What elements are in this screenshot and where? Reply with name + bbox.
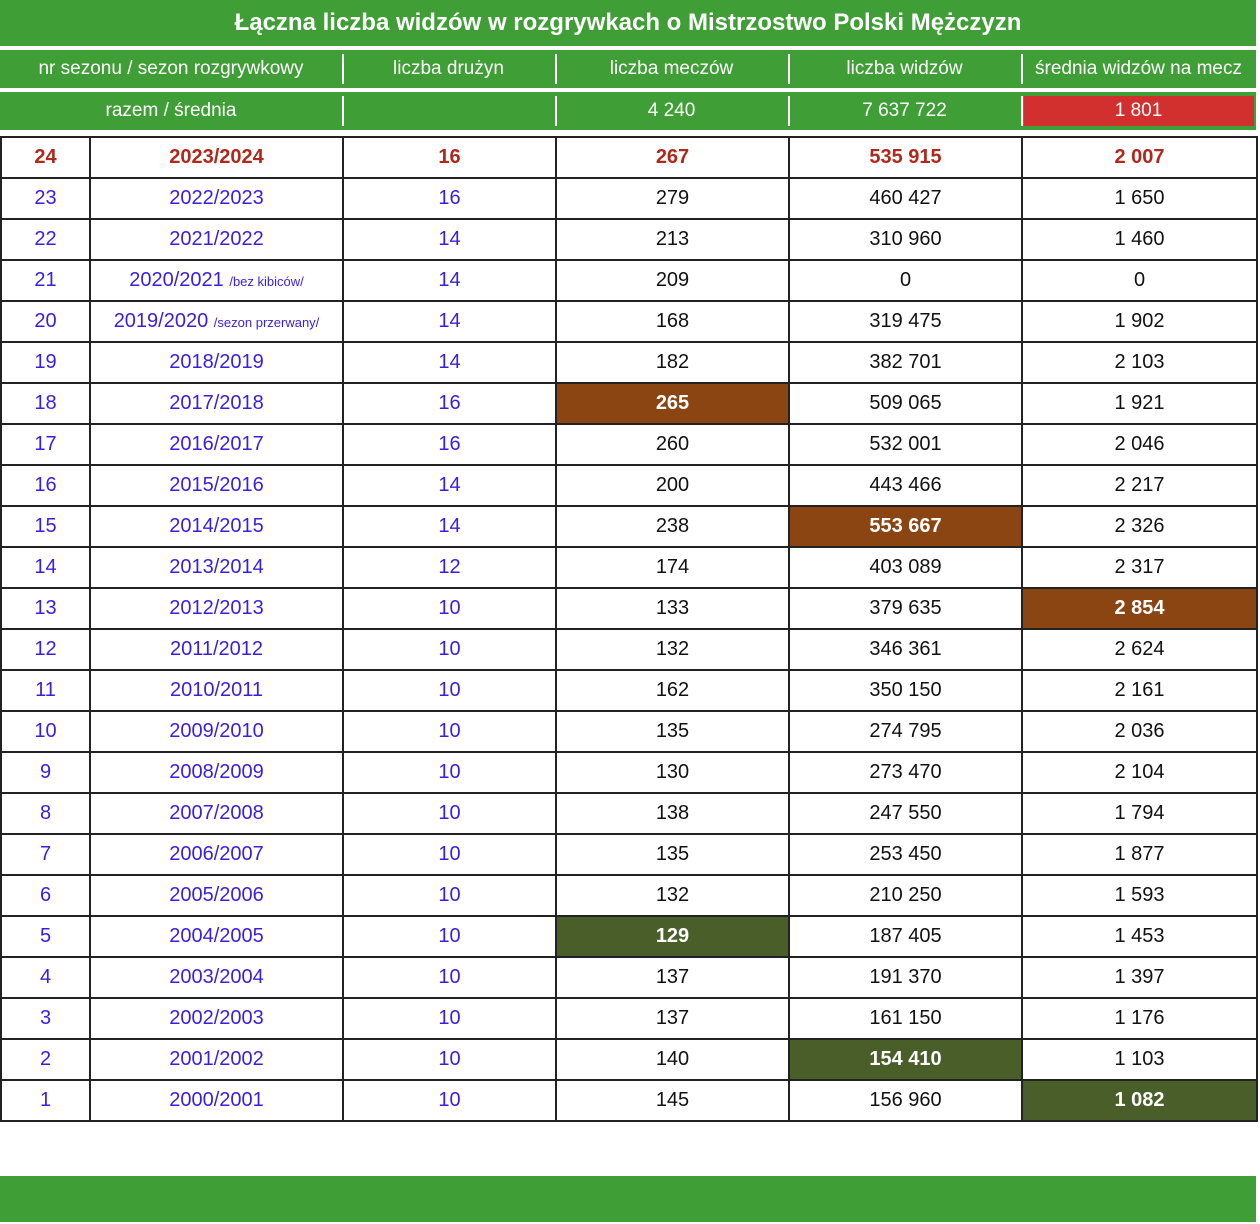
season-cell: [90, 834, 343, 875]
viewers-cell: 191 370: [789, 957, 1022, 998]
totals-average-badge: 1 801: [1024, 96, 1254, 126]
viewers-cell: 273 470: [789, 752, 1022, 793]
viewers-cell: 187 405: [789, 916, 1022, 957]
viewers-cell: 319 475: [789, 301, 1022, 342]
viewers-cell: 154 410: [789, 1039, 1022, 1080]
teams-cell: 10: [343, 916, 556, 957]
average-cell: 1 397: [1022, 957, 1257, 998]
season-cell: [90, 424, 343, 465]
viewers-cell: 460 427: [789, 178, 1022, 219]
column-header-matches: liczba meczów: [555, 50, 788, 88]
season-label: 2014/2015: [169, 515, 264, 537]
matches-cell: 168: [556, 301, 789, 342]
season-cell: [90, 547, 343, 588]
viewers-cell: 346 361: [789, 629, 1022, 670]
table-row: [1, 834, 1257, 875]
viewers-cell: 443 466: [789, 465, 1022, 506]
matches-cell: 135: [556, 711, 789, 752]
season-cell: [90, 342, 343, 383]
season-label: 2004/2005: [169, 925, 264, 947]
season-cell: [90, 711, 343, 752]
matches-cell: 209: [556, 260, 789, 301]
teams-cell: 10: [343, 588, 556, 629]
matches-cell: 174: [556, 547, 789, 588]
matches-cell: 133: [556, 588, 789, 629]
season-number-cell: 2: [1, 1039, 90, 1080]
table-row: [1, 588, 1257, 629]
average-cell: 1 176: [1022, 998, 1257, 1039]
totals-average-cell: [1021, 92, 1256, 130]
table-row: [1, 219, 1257, 260]
table-row: [1, 465, 1257, 506]
season-cell: [90, 998, 343, 1039]
average-cell: 1 794: [1022, 793, 1257, 834]
season-number-cell: 15: [1, 506, 90, 547]
viewers-cell: 274 795: [789, 711, 1022, 752]
matches-cell: 132: [556, 629, 789, 670]
season-label: 2012/2013: [169, 597, 264, 619]
average-cell: 2 217: [1022, 465, 1257, 506]
season-label: 2016/2017: [169, 433, 264, 455]
matches-cell: 129: [556, 916, 789, 957]
teams-cell: 10: [343, 629, 556, 670]
season-cell: [90, 301, 343, 342]
season-label: 2010/2011: [169, 679, 264, 701]
season-note: /sezon przerwany/: [213, 315, 320, 330]
season-label: 2001/2002: [169, 1048, 264, 1070]
average-cell: 1 593: [1022, 875, 1257, 916]
matches-cell: 238: [556, 506, 789, 547]
season-label: 2002/2003: [169, 1007, 264, 1029]
season-cell: [90, 588, 343, 629]
table-row: [1, 998, 1257, 1039]
column-header-viewers: liczba widzów: [788, 50, 1021, 88]
season-cell: [90, 506, 343, 547]
teams-cell: 10: [343, 834, 556, 875]
matches-cell: 162: [556, 670, 789, 711]
table-row: [1, 957, 1257, 998]
teams-cell: 16: [343, 424, 556, 465]
teams-cell: 14: [343, 260, 556, 301]
table-row: [1, 137, 1257, 178]
season-cell: [90, 629, 343, 670]
season-number-cell: 22: [1, 219, 90, 260]
matches-cell: 200: [556, 465, 789, 506]
viewers-cell: 535 915: [789, 137, 1022, 178]
table-row: [1, 178, 1257, 219]
average-cell: 2 624: [1022, 629, 1257, 670]
matches-cell: 260: [556, 424, 789, 465]
table-row: [1, 629, 1257, 670]
matches-cell: 279: [556, 178, 789, 219]
average-cell: 1 921: [1022, 383, 1257, 424]
matches-cell: 137: [556, 957, 789, 998]
totals-row: [0, 92, 1256, 130]
teams-cell: 14: [343, 342, 556, 383]
teams-cell: 16: [343, 178, 556, 219]
viewers-cell: 156 960: [789, 1080, 1022, 1121]
teams-cell: 10: [343, 1039, 556, 1080]
teams-cell: 16: [343, 137, 556, 178]
season-label: 2022/2023: [169, 187, 264, 209]
viewers-cell: 379 635: [789, 588, 1022, 629]
totals-teams: [342, 92, 555, 130]
matches-cell: 182: [556, 342, 789, 383]
viewers-cell: 253 450: [789, 834, 1022, 875]
season-cell: [90, 916, 343, 957]
table-row: [1, 711, 1257, 752]
table-row: [1, 301, 1257, 342]
season-label: 2011/2012: [169, 638, 264, 660]
table-row: [1, 670, 1257, 711]
season-label: 2008/2009: [169, 761, 264, 783]
matches-cell: 135: [556, 834, 789, 875]
seasons-table-body: [1, 137, 1257, 1121]
season-number-cell: 6: [1, 875, 90, 916]
season-number-cell: 11: [1, 670, 90, 711]
season-cell: [90, 178, 343, 219]
table-row: [1, 793, 1257, 834]
season-number-cell: 18: [1, 383, 90, 424]
totals-viewers: 7 637 722: [788, 92, 1021, 130]
matches-cell: 138: [556, 793, 789, 834]
season-label: 2013/2014: [169, 556, 264, 578]
teams-cell: 10: [343, 711, 556, 752]
season-number-cell: 20: [1, 301, 90, 342]
season-number-cell: 19: [1, 342, 90, 383]
season-number-cell: 24: [1, 137, 90, 178]
table-row: [1, 875, 1257, 916]
season-number-cell: 4: [1, 957, 90, 998]
column-header-teams: liczba drużyn: [342, 50, 555, 88]
season-cell: [90, 1080, 343, 1121]
matches-cell: 145: [556, 1080, 789, 1121]
season-number-cell: 10: [1, 711, 90, 752]
average-cell: 2 007: [1022, 137, 1257, 178]
totals-label: razem / średnia: [105, 100, 237, 121]
season-cell: [90, 793, 343, 834]
average-cell: 2 046: [1022, 424, 1257, 465]
season-cell: [90, 875, 343, 916]
season-cell: [90, 137, 343, 178]
table-row: [1, 1039, 1257, 1080]
table-row: [1, 547, 1257, 588]
viewers-cell: 509 065: [789, 383, 1022, 424]
season-cell: [90, 465, 343, 506]
viewers-cell: 532 001: [789, 424, 1022, 465]
season-label: 2017/2018: [169, 392, 264, 414]
table-row: [1, 1080, 1257, 1121]
teams-cell: 16: [343, 383, 556, 424]
viewers-cell: 553 667: [789, 506, 1022, 547]
season-note: /bez kibiców/: [229, 274, 304, 289]
season-label: 2000/2001: [169, 1089, 264, 1111]
season-number-cell: 14: [1, 547, 90, 588]
season-cell: [90, 1039, 343, 1080]
season-number-cell: 13: [1, 588, 90, 629]
season-number-cell: 16: [1, 465, 90, 506]
matches-cell: 213: [556, 219, 789, 260]
teams-cell: 10: [343, 875, 556, 916]
season-number-cell: 1: [1, 1080, 90, 1121]
teams-cell: 10: [343, 752, 556, 793]
average-cell: 2 104: [1022, 752, 1257, 793]
season-cell: [90, 670, 343, 711]
matches-cell: 265: [556, 383, 789, 424]
column-header-average: średnia widzów na mecz: [1021, 50, 1256, 88]
season-number-cell: 21: [1, 260, 90, 301]
season-number-cell: 7: [1, 834, 90, 875]
viewers-cell: 247 550: [789, 793, 1022, 834]
season-label: 2009/2010: [169, 720, 264, 742]
matches-cell: 137: [556, 998, 789, 1039]
season-number-cell: 17: [1, 424, 90, 465]
season-label: 2006/2007: [169, 843, 264, 865]
column-header-row: [0, 50, 1256, 88]
season-label: 2015/2016: [169, 474, 264, 496]
season-cell: [90, 752, 343, 793]
table-row: [1, 424, 1257, 465]
season-number-cell: 9: [1, 752, 90, 793]
table-title: Łączna liczba widzów w rozgrywkach o Mistrzostwo Polski Mężczyzn: [0, 0, 1256, 46]
teams-cell: 14: [343, 301, 556, 342]
teams-cell: 14: [343, 465, 556, 506]
season-label: 2020/2021: [129, 269, 224, 291]
season-number-cell: 23: [1, 178, 90, 219]
teams-cell: 10: [343, 998, 556, 1039]
seasons-table: [0, 136, 1258, 1122]
table-row: [1, 260, 1257, 301]
average-cell: 1 082: [1022, 1080, 1257, 1121]
average-cell: 2 854: [1022, 588, 1257, 629]
average-cell: 1 103: [1022, 1039, 1257, 1080]
average-cell: 2 317: [1022, 547, 1257, 588]
viewers-cell: 382 701: [789, 342, 1022, 383]
table-row: [1, 383, 1257, 424]
season-number-cell: 12: [1, 629, 90, 670]
average-cell: 1 453: [1022, 916, 1257, 957]
column-header-season: nr sezonu / sezon rozgrywkowy: [38, 58, 304, 79]
matches-cell: 132: [556, 875, 789, 916]
totals-matches: 4 240: [555, 92, 788, 130]
season-number-cell: 5: [1, 916, 90, 957]
table-row: [1, 752, 1257, 793]
season-label: 2018/2019: [169, 351, 264, 373]
average-cell: 1 650: [1022, 178, 1257, 219]
table-row: [1, 916, 1257, 957]
table-row: [1, 342, 1257, 383]
season-label: 2019/2020: [113, 310, 209, 332]
footer-bar: [0, 1176, 1256, 1222]
teams-cell: 10: [343, 793, 556, 834]
viewers-cell: 310 960: [789, 219, 1022, 260]
average-cell: 2 326: [1022, 506, 1257, 547]
season-label: 2005/2006: [169, 884, 264, 906]
teams-cell: 10: [343, 670, 556, 711]
season-cell: [90, 219, 343, 260]
teams-cell: 10: [343, 957, 556, 998]
average-cell: 1 877: [1022, 834, 1257, 875]
viewers-cell: 350 150: [789, 670, 1022, 711]
average-cell: 1 902: [1022, 301, 1257, 342]
season-label: 2007/2008: [169, 802, 264, 824]
average-cell: 1 460: [1022, 219, 1257, 260]
viewers-cell: 161 150: [789, 998, 1022, 1039]
season-cell: [90, 260, 343, 301]
viewers-cell: 0: [789, 260, 1022, 301]
teams-cell: 14: [343, 506, 556, 547]
season-cell: [90, 957, 343, 998]
season-number-cell: 3: [1, 998, 90, 1039]
average-cell: 2 103: [1022, 342, 1257, 383]
season-cell: [90, 383, 343, 424]
matches-cell: 140: [556, 1039, 789, 1080]
viewers-cell: 403 089: [789, 547, 1022, 588]
matches-cell: 130: [556, 752, 789, 793]
average-cell: 2 161: [1022, 670, 1257, 711]
matches-cell: 267: [556, 137, 789, 178]
average-cell: 2 036: [1022, 711, 1257, 752]
average-cell: 0: [1022, 260, 1257, 301]
season-number-cell: 8: [1, 793, 90, 834]
viewers-cell: 210 250: [789, 875, 1022, 916]
table-row: [1, 506, 1257, 547]
teams-cell: 12: [343, 547, 556, 588]
season-label: 2003/2004: [169, 966, 264, 988]
season-label: 2023/2024: [169, 146, 264, 168]
teams-cell: 14: [343, 219, 556, 260]
season-label: 2021/2022: [169, 228, 264, 250]
teams-cell: 10: [343, 1080, 556, 1121]
